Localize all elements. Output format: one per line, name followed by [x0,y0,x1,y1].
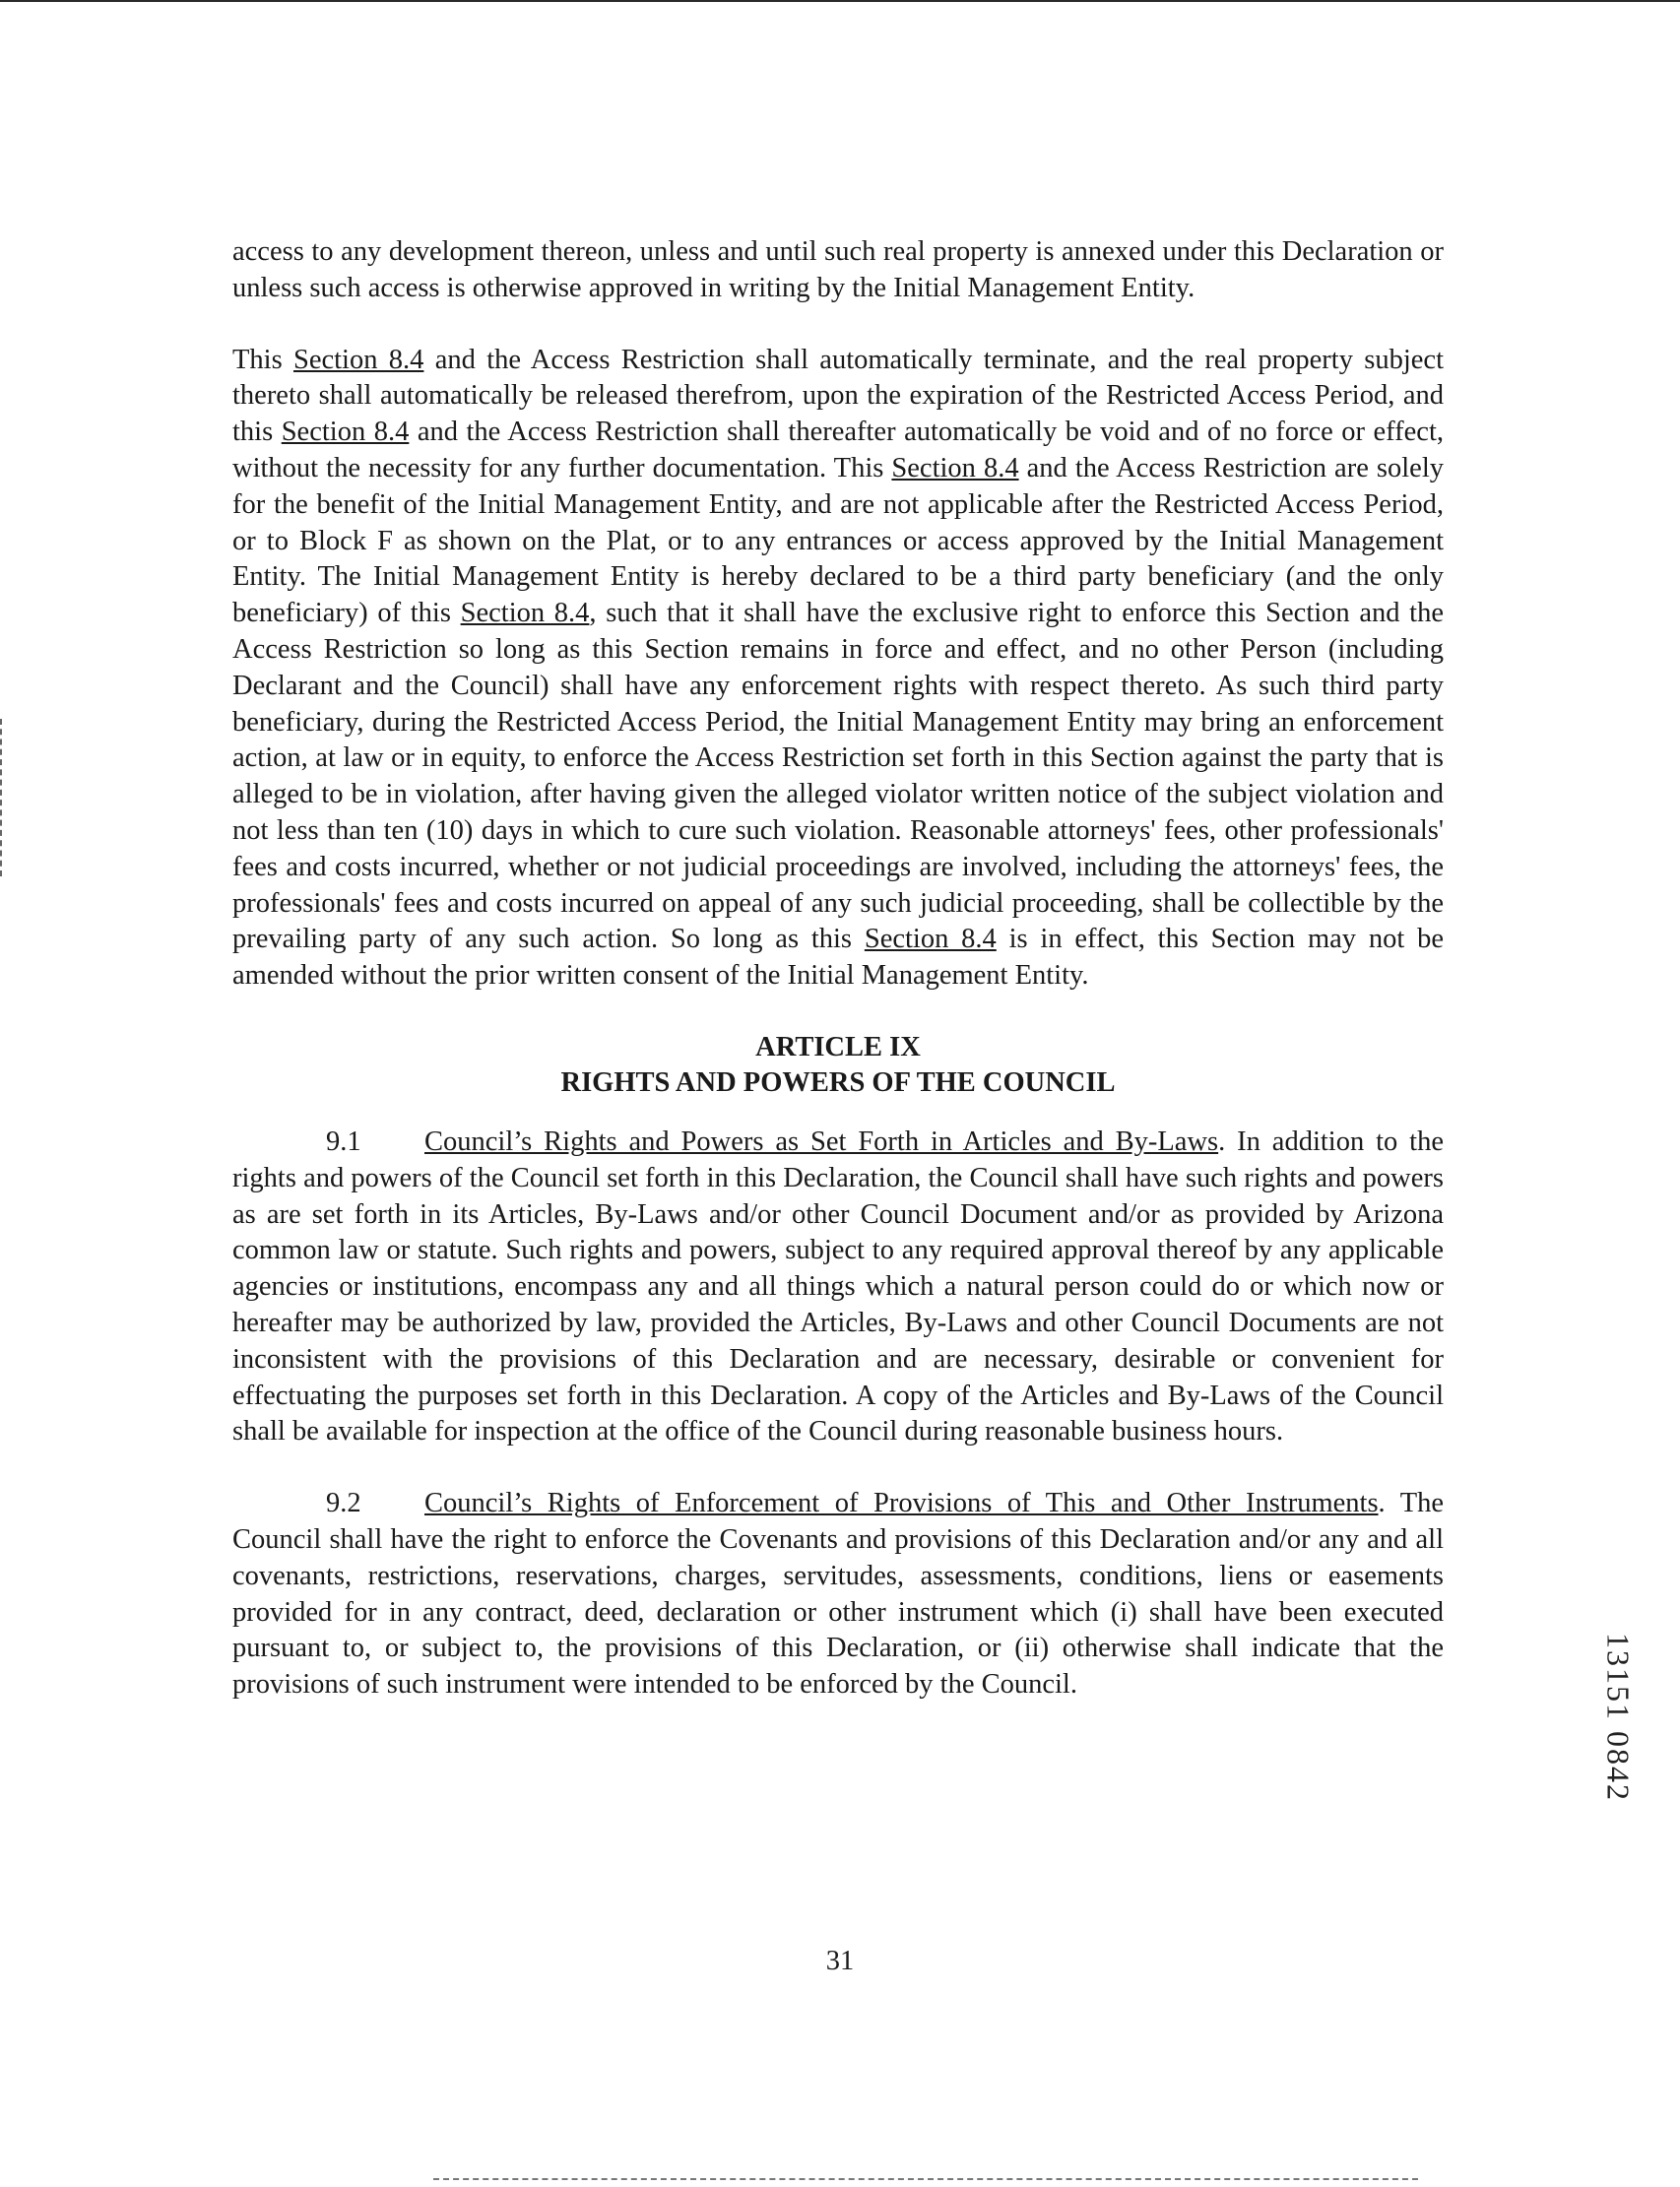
scan-edge-top [0,0,1680,2]
section-heading: Council’s Rights of Enforcement of Provisions of This and Other Instruments [424,1488,1379,1519]
section-text: . The Council shall have the right to enforce the Covenants and provisions of this Declaration and/or any and all covenants, restrictions, reservations, charges, servitudes, assessments, conditions, liens or easements provided for in any contract, deed, declaration or other instrument which (i) shall have been executed pursuant to, or subject to, the provisions of this Declaration, or (ii) otherwise shall indicate that the provisions of such instrument were intended to be enforced by the Council. [232,1488,1444,1701]
text-run: and the Access Restriction shall automatically terminate, and the real property subject thereto shall automatically be released therefrom, upon the expiration of the Restricted Access Period, and this [232,344,1444,448]
section-heading: Council’s Rights and Powers as Set Forth in Articles and By-Laws [424,1126,1219,1157]
text-run: is in effect, this Section may not be amended without the prior written consent of the Initial Management Entity. [232,924,1444,992]
document-body [232,234,1444,1739]
article-title: RIGHTS AND POWERS OF THE COUNCIL [560,1066,1116,1098]
section-reference: Section 8.4 [864,924,997,955]
text-run: and the Access Restriction are solely for the benefit of the Initial Management Entity, and are not applicable after the Restricted Access Period, or to Block F as shown on the Plat, or to any entrances or access approved by the Initial Management Entity. The Initial Management Entity is hereby declared to be a third party beneficiary (and the only beneficiary) of this [232,452,1444,629]
section-9-1 [232,1125,1444,1450]
page-number: 31 [825,1946,855,1976]
text-run: This [232,344,293,375]
article-number: ARTICLE IX [755,1031,921,1062]
paragraph-section-8-4 [232,343,1444,995]
section-reference: Section 8.4 [292,344,424,375]
section-number: 9.1 [326,1126,361,1157]
section-number: 9.2 [326,1488,361,1519]
paragraph-access-continuation: access to any development thereon, unless and until such real property is annexed under this Declaration or unless such access is otherwise approved in writing by the Initial Management Entity. [232,236,1444,303]
text-run: , such that it shall have the exclusive right to enforce this Section and the Access Restriction so long as this Section remains in force and effect, and no other Person (including Declarant and the Council) shall have any enforcement rights with respect thereto. As such third party beneficiary, during the Restricted Access Period, the Initial Management Entity may bring an enforcement action, at law or in equity, to enforce the Access Restriction set forth in this Section against the party that is alleged to be in violation, after having given the alleged violator written notice of the subject violation and not less than ten (10) days in which to cure such violation. Reasonable attorneys' fees, other professionals' fees and costs incurred, whether or not judicial proceedings are involved, including the attorneys' fees, the professionals' fees and costs incurred on appeal of any such judicial proceeding, shall be collectible by the prevailing party of any such action. So long as this [232,598,1444,955]
recording-stamp-text: 13151 0842 [1600,1633,1637,1802]
section-reference: Section 8.4 [891,452,1019,483]
section-reference: Section 8.4 [460,598,590,629]
section-text: . In addition to the rights and powers of the Council set forth in this Declaration, the Council shall have such rights and powers as are set forth in its Articles, By-Laws and/or other Council Document and/or as provided by Arizona common law or statute. Such rights and powers, subject to any required approval thereof by any applicable agencies or institutions, encompass any and all things which a natural person could do or which now or hereafter may be authorized by law, provided the Articles, By-Laws and other Council Documents are not inconsistent with the provisions of this Declaration and are necessary, desirable or convenient for effectuating the purposes set forth in this Declaration. A copy of the Articles and By-Laws of the Council shall be available for inspection at the office of the Council during reasonable business hours. [232,1126,1444,1447]
section-reference: Section 8.4 [281,417,410,448]
text-run: and the Access Restriction shall thereafter automatically be void and of no force or effect, without the necessity for any further documentation. This [232,417,1444,483]
article-heading [232,1030,1444,1101]
scan-edge-bottom [433,2178,1418,2180]
recording-stamp [1598,1587,1638,1847]
scan-edge-left [0,719,4,876]
section-9-2 [232,1486,1444,1704]
